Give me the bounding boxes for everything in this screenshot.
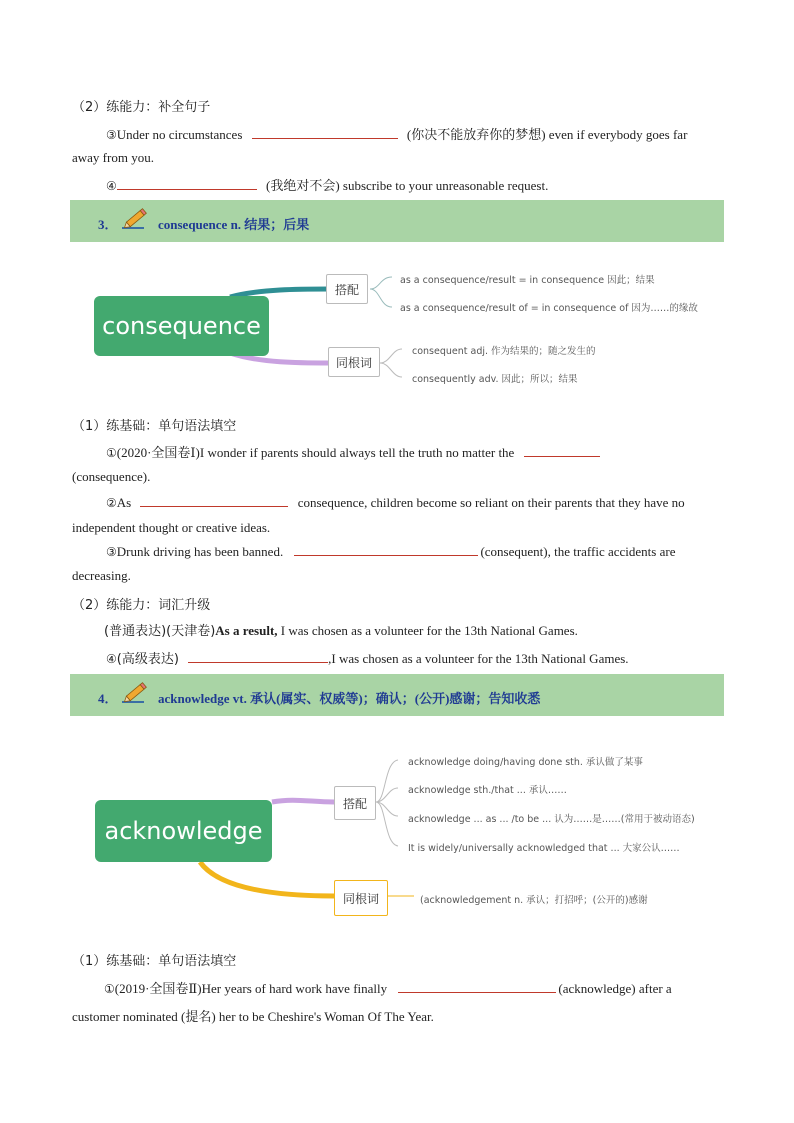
question-text: consequence, children become so reliant on their parents that they have no: [297, 495, 685, 510]
section-heading: （2）练能力：补全句子: [72, 100, 211, 115]
question-text: Drunk driving has been banned.: [116, 544, 284, 559]
question-number: ③: [106, 128, 117, 142]
mindmap-tag-collocation: 搭配: [334, 786, 376, 820]
expression-label: (高级表达): [116, 652, 179, 667]
question-number: ①: [106, 446, 117, 460]
word-title: acknowledge vt. 承认(属实、权威等)；确认；(公开)感谢；告知收悉: [158, 691, 541, 706]
question-continuation: (consequence).: [72, 469, 151, 484]
mindmap-tag-cognate: 同根词: [328, 347, 380, 377]
question-1: [106, 442, 600, 461]
answer-blank[interactable]: [252, 137, 398, 139]
question-2: [106, 495, 685, 511]
pencil-icon: [122, 206, 150, 232]
mindmap-item: as a consequence/result = in consequence 因此；结果: [400, 275, 655, 286]
word-number: 4．: [98, 691, 118, 706]
expression-bold: As a result,: [215, 623, 278, 638]
question-text: (2020·全国卷Ⅰ)I wonder if parents should always tell the truth no matter the: [116, 445, 515, 460]
answer-blank[interactable]: [398, 991, 556, 993]
question-continuation: customer nominated (提名) her to be Cheshire's Woman Of The Year.: [72, 1009, 434, 1024]
mindmap-item: acknowledge sth./that ... 承认……: [408, 785, 567, 796]
word-number: 3．: [98, 217, 118, 232]
mindmap-tag-cognate: 同根词: [334, 880, 388, 916]
question-continuation: away from you.: [72, 150, 154, 165]
question-number: ③: [106, 545, 117, 559]
pencil-icon: [122, 680, 150, 706]
question-3: [106, 124, 687, 143]
question-text: As: [116, 495, 132, 510]
expression-label: (普通表达)(天津卷): [104, 624, 216, 639]
section-heading: （2）练能力：词汇升级: [72, 598, 211, 613]
question-number: ①: [104, 982, 115, 996]
question-hint: (你决不能放弃你的梦想) even if everybody goes far: [406, 127, 688, 142]
answer-blank[interactable]: [117, 188, 257, 190]
question-4: [106, 175, 548, 194]
mindmap-center-node: consequence: [94, 296, 269, 356]
question-4: [106, 648, 629, 667]
section-heading: （1）练基础：单句语法填空: [72, 419, 237, 434]
normal-expression: [104, 620, 578, 639]
question-continuation: decreasing.: [72, 568, 131, 583]
mindmap-item: acknowledge doing/having done sth. 承认做了某事: [408, 757, 643, 768]
question-number: ④: [106, 179, 117, 193]
question-continuation: independent thought or creative ideas.: [72, 520, 271, 535]
answer-blank[interactable]: [294, 554, 478, 556]
mindmap-item: It is widely/universally acknowledged that ... 大家公认……: [408, 843, 680, 854]
question-3: [106, 544, 675, 560]
question-text: Under no circumstances: [116, 127, 243, 142]
question-text: (2019·全国卷Ⅱ)Her years of hard work have finally: [114, 981, 388, 996]
question-number: ④: [106, 652, 117, 666]
mindmap-item: consequently adv. 因此；所以；结果: [412, 374, 578, 385]
section-heading: （1）练基础：单句语法填空: [72, 954, 237, 969]
question-1: [104, 978, 672, 997]
question-text: (consequent), the traffic accidents are: [480, 544, 676, 559]
word-header-band: [70, 200, 724, 242]
expression-text: I was chosen as a volunteer for the 13th National Games.: [277, 623, 578, 638]
question-number: ②: [106, 496, 117, 510]
word-header-band: [70, 674, 724, 716]
answer-blank[interactable]: [140, 505, 288, 507]
mindmap-tag-collocation: 搭配: [326, 274, 368, 304]
mindmap-center-node: acknowledge: [95, 800, 272, 862]
mindmap-item: consequent adj. 作为结果的；随之发生的: [412, 346, 596, 357]
mindmap-item: (acknowledgement n. 承认；打招呼；(公开的)感谢: [420, 895, 648, 906]
answer-blank[interactable]: [524, 455, 600, 457]
question-text: ,I was chosen as a volunteer for the 13th National Games.: [328, 651, 629, 666]
mindmap-item: as a consequence/result of = in consequence of 因为……的缘故: [400, 303, 698, 314]
question-text: (acknowledge) after a: [558, 981, 672, 996]
mindmap-item: acknowledge ... as ... /to be ... 认为……是……(常用于被动语态): [408, 814, 695, 825]
question-hint: (我绝对不会) subscribe to your unreasonable request.: [266, 178, 549, 193]
answer-blank[interactable]: [188, 661, 328, 663]
word-title: consequence n. 结果；后果: [158, 217, 310, 232]
